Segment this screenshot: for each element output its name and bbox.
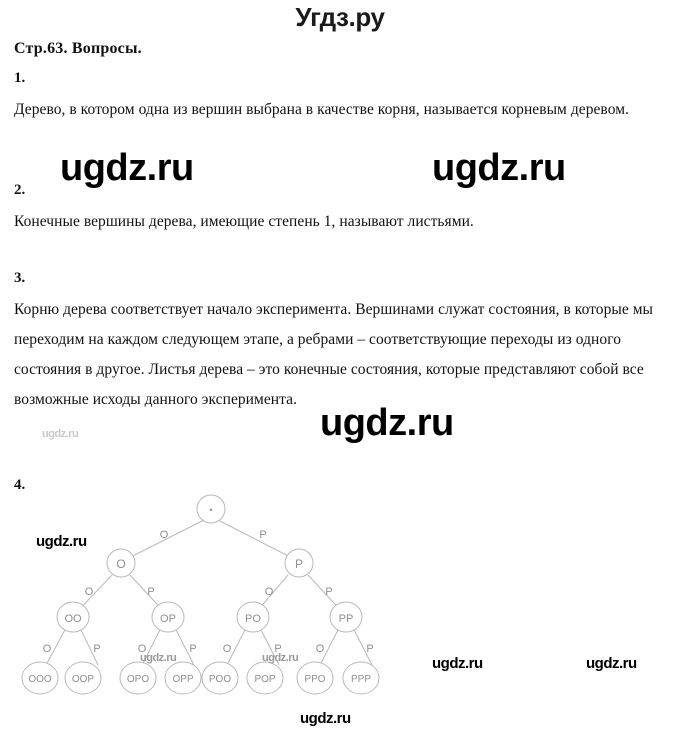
- watermark-ugdz-2: ugdz.ru: [432, 147, 566, 189]
- node-label-root: •: [209, 505, 213, 515]
- node-label-PP: PP: [338, 613, 354, 625]
- question-number-4: 4.: [14, 477, 26, 493]
- node-label-OO: OO: [64, 613, 82, 625]
- edge-label-OO-right: P: [93, 643, 101, 655]
- question-text-1: Дерево, в котором одна из вершин выбрана в качестве корня, называется корневым деревом.: [14, 101, 629, 118]
- node-label-O: O: [116, 557, 126, 571]
- node-label-OP: OP: [160, 613, 176, 625]
- node-label-PO: PO: [245, 613, 261, 625]
- question-number-3: 3.: [14, 270, 26, 286]
- node-label-OPP: OPP: [172, 674, 194, 685]
- edge-label-PP-right: P: [366, 643, 374, 655]
- node-label-POP: POP: [254, 674, 276, 685]
- edge-label-PO-right: P: [274, 643, 282, 655]
- edge-label-O-right: P: [147, 586, 155, 598]
- node-label-PPO: PPO: [304, 674, 326, 685]
- watermark-ugdz-9: ugdz.ru: [586, 655, 637, 672]
- question-block-2: [14, 182, 654, 237]
- site-header-title: Угдз.ру: [295, 2, 385, 32]
- watermark-ugdz-7: ugdz.ru: [262, 652, 299, 664]
- question-text-2: Конечные вершины дерева, имеющие степень 1, называют листьями.: [14, 213, 474, 230]
- binary-tree-diagram: [18, 493, 418, 708]
- watermark-ugdz-1: ugdz.ru: [60, 147, 194, 189]
- tree-svg: [18, 493, 418, 708]
- page-title: Стр.63. Вопросы.: [14, 40, 142, 57]
- edge-label-P-right: P: [325, 586, 333, 598]
- edge-label-OP-left: O: [137, 643, 147, 655]
- edge-label-root-right: P: [259, 529, 267, 541]
- edge-label-O-left: O: [84, 586, 94, 598]
- watermark-ugdz-5: ugdz.ru: [36, 533, 87, 550]
- node-label-PPP: PPP: [350, 674, 372, 685]
- watermark-ugdz-3: ugdz.ru: [320, 402, 454, 444]
- edge-label-OP-right: P: [189, 643, 197, 655]
- edge-root-P: [218, 520, 298, 561]
- question-text-3: Корню дерева соответствует начало эксперимента. Вершинами служат состояния, в которые мы переходим на каждом следующем этапе, а ребрами – соответствующие переходы из одного состояния в другое. Листья дерева – это конечные состояния, которые представляют собой все возможные исходы данного эксперимента.: [14, 301, 654, 408]
- watermark-ugdz-10: ugdz.ru: [300, 710, 351, 727]
- question-block-1: [14, 70, 654, 125]
- question-block-3: [14, 270, 666, 415]
- watermark-ugdz-4: ugdz.ru: [42, 428, 79, 440]
- edge-label-PP-left: O: [315, 643, 325, 655]
- edge-label-PO-left: O: [222, 643, 232, 655]
- node-label-OPO: OPO: [126, 674, 150, 685]
- edge-label-OO-left: O: [42, 643, 52, 655]
- node-label-POO: POO: [208, 674, 232, 685]
- node-label-P: P: [294, 557, 304, 571]
- question-number-1: 1.: [14, 70, 26, 86]
- watermark-ugdz-8: ugdz.ru: [432, 655, 483, 672]
- question-number-2: 2.: [14, 182, 26, 198]
- node-label-OOO: OOO: [28, 674, 52, 685]
- edge-label-root-left: O: [159, 529, 169, 541]
- watermark-ugdz-6: ugdz.ru: [140, 652, 177, 664]
- node-label-OOP: OOP: [71, 674, 95, 685]
- edge-label-P-left: O: [264, 586, 274, 598]
